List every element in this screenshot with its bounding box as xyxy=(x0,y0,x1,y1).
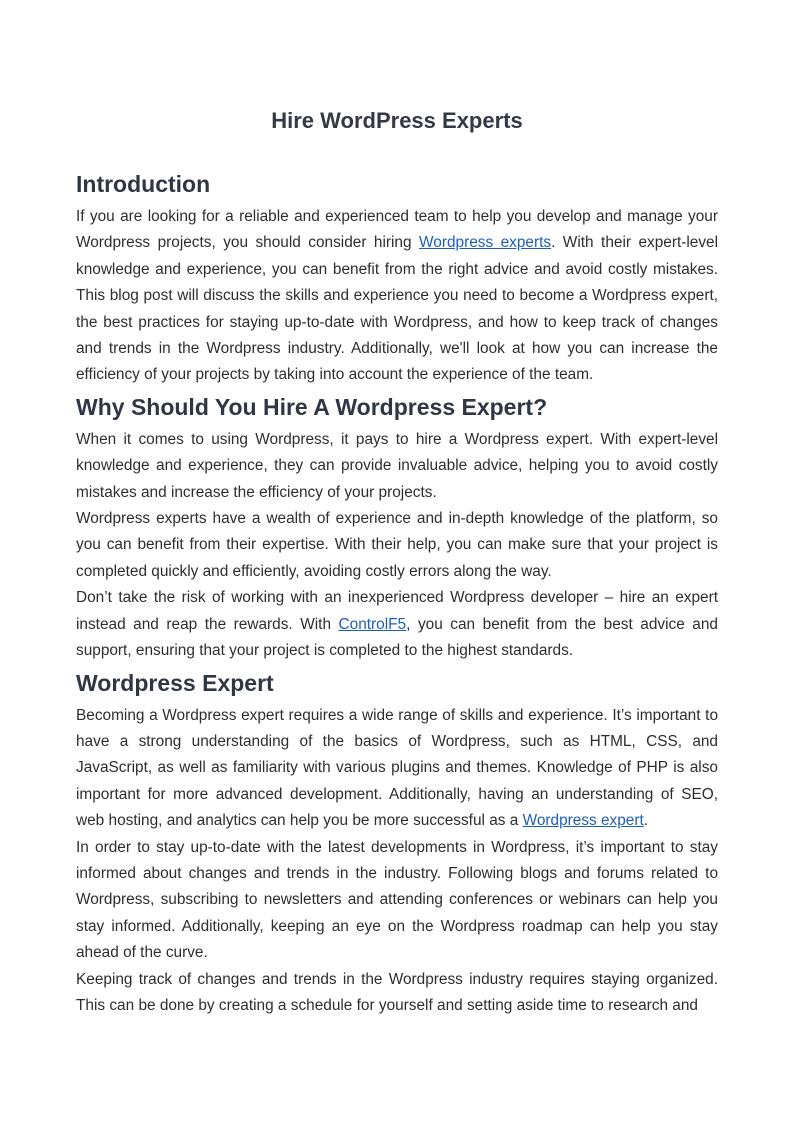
expert-paragraph-1 xyxy=(76,703,718,835)
expert-paragraph-2: In order to stay up-to-date with the latest developments in Wordpress, it’s important to stay informed about changes and trends in the industry. Following blogs and forums related to Wordpress, subscribing to newsletters and attending conferences or webinars can help you stay informed. Additionally, keeping an eye on the Wordpress roadmap can help you stay ahead of the curve. xyxy=(76,838,718,962)
wordpress-experts-link[interactable]: Wordpress experts xyxy=(419,234,552,252)
document-body xyxy=(76,167,718,1019)
heading-why-hire: Why Should You Hire A Wordpress Expert? xyxy=(76,393,548,420)
intro-paragraph xyxy=(76,204,718,389)
heading-introduction: Introduction xyxy=(76,171,211,197)
text-run: , you can benefit from the best advice and support, ensuring that your project is completed to the highest standards. xyxy=(76,615,718,660)
text-run: Don’t take the risk of working with an inexperienced Wordpress developer – hire an expert instead and reap the rewards. With xyxy=(76,589,718,633)
text-run: . With their expert-level knowledge and experience, you can benefit from the right advice and avoid costly mistakes. This blog post will discuss the skills and experience you need to become a Wordpress expert, the best practices for staying up-to-date with Wordpress, and how to keep track of changes and trends in the Wordpress industry. Additionally, we'll look at how you can increase the efficiency of your projects by taking into account the experience of the team. xyxy=(76,234,718,384)
document-title: Hire WordPress Experts xyxy=(271,108,523,133)
text-run: . xyxy=(643,812,649,830)
why-paragraph-3 xyxy=(76,585,718,664)
controlf5-link[interactable]: ControlF5 xyxy=(338,615,407,633)
why-paragraph-1: When it comes to using Wordpress, it pays to hire a Wordpress expert. With expert-level knowledge and experience, they can provide invaluable advice, helping you to avoid costly mistakes and increase the efficiency of your projects. xyxy=(76,430,718,501)
why-paragraph-2: Wordpress experts have a wealth of experience and in-depth knowledge of the platform, so you can benefit from their expertise. With their help, you can make sure that your project is completed quickly and efficiently, avoiding costly errors along the way. xyxy=(76,510,718,580)
heading-wordpress-expert: Wordpress Expert xyxy=(76,669,274,696)
wordpress-expert-link[interactable]: Wordpress expert xyxy=(522,812,644,830)
expert-paragraph-3: Keeping track of changes and trends in the Wordpress industry requires staying organized. This can be done by creating a schedule for yourself and setting aside time to research and xyxy=(76,970,718,1014)
text-run: If you are looking for a reliable and experienced team to help you develop and manage your Wordpress projects, you should consider hiring xyxy=(76,208,718,252)
text-run: Becoming a Wordpress expert requires a wide range of skills and experience. It’s important to have a strong understanding of the basics of Wordpress, such as HTML, CSS, and JavaScript, as well as familiarity with various plugins and themes. Knowledge of PHP is also important for more advanced development. Additionally, having an understanding of SEO, web hosting, and analytics can help you be more successful as a xyxy=(76,706,718,830)
